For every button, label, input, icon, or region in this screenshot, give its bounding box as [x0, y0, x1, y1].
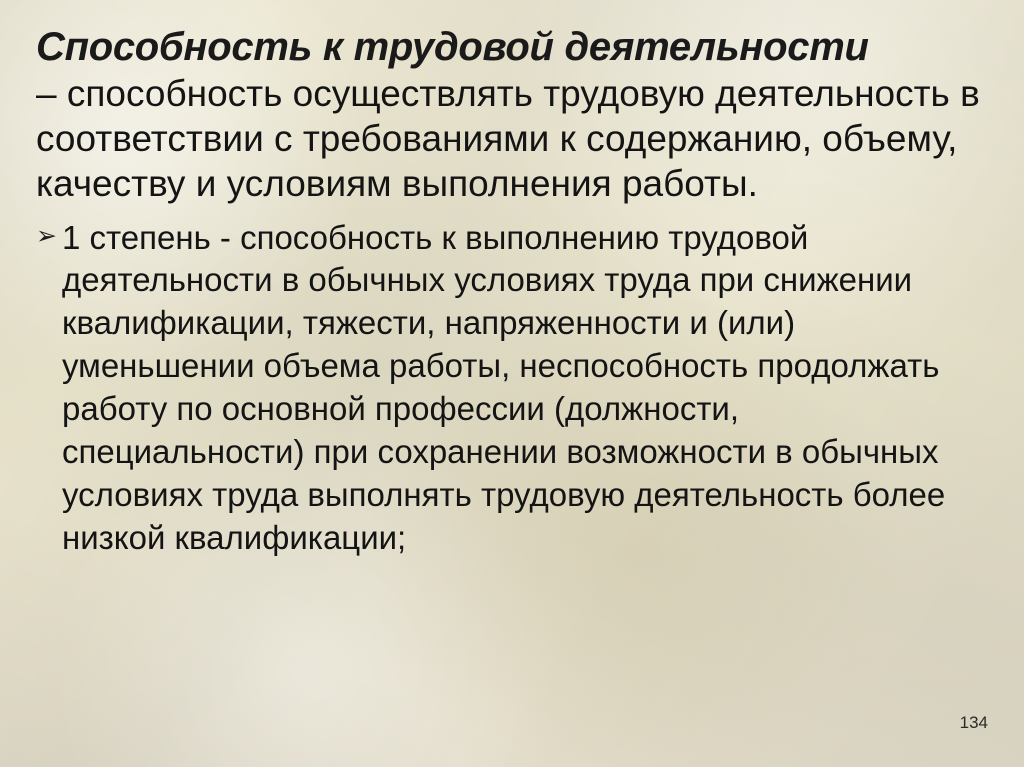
arrow-bullet-icon: ➢	[36, 221, 57, 250]
bullet-list	[36, 217, 988, 560]
list-item	[36, 217, 988, 560]
page-number: 134	[959, 713, 988, 732]
list-item-text: 1 степень - способность к выполнению трудовой деятельности в обычных условиях труда при снижении квалификации, тяжести, напряженности и (или) уменьшении объема работы, неспособность продолжать работу по основной профессии (должности, специальности) при сохранении возможности в обычных условиях труда выполнять трудовую деятельность более низкой квалификации;	[62, 218, 946, 556]
lead-paragraph: – способность осуществлять трудовую деятельность в соответствии с требованиями к содержанию, объему, качеству и условиям выполнения работы.	[36, 73, 980, 205]
title-block	[36, 26, 988, 207]
page-title: Способность к трудовой деятельности	[36, 25, 869, 69]
